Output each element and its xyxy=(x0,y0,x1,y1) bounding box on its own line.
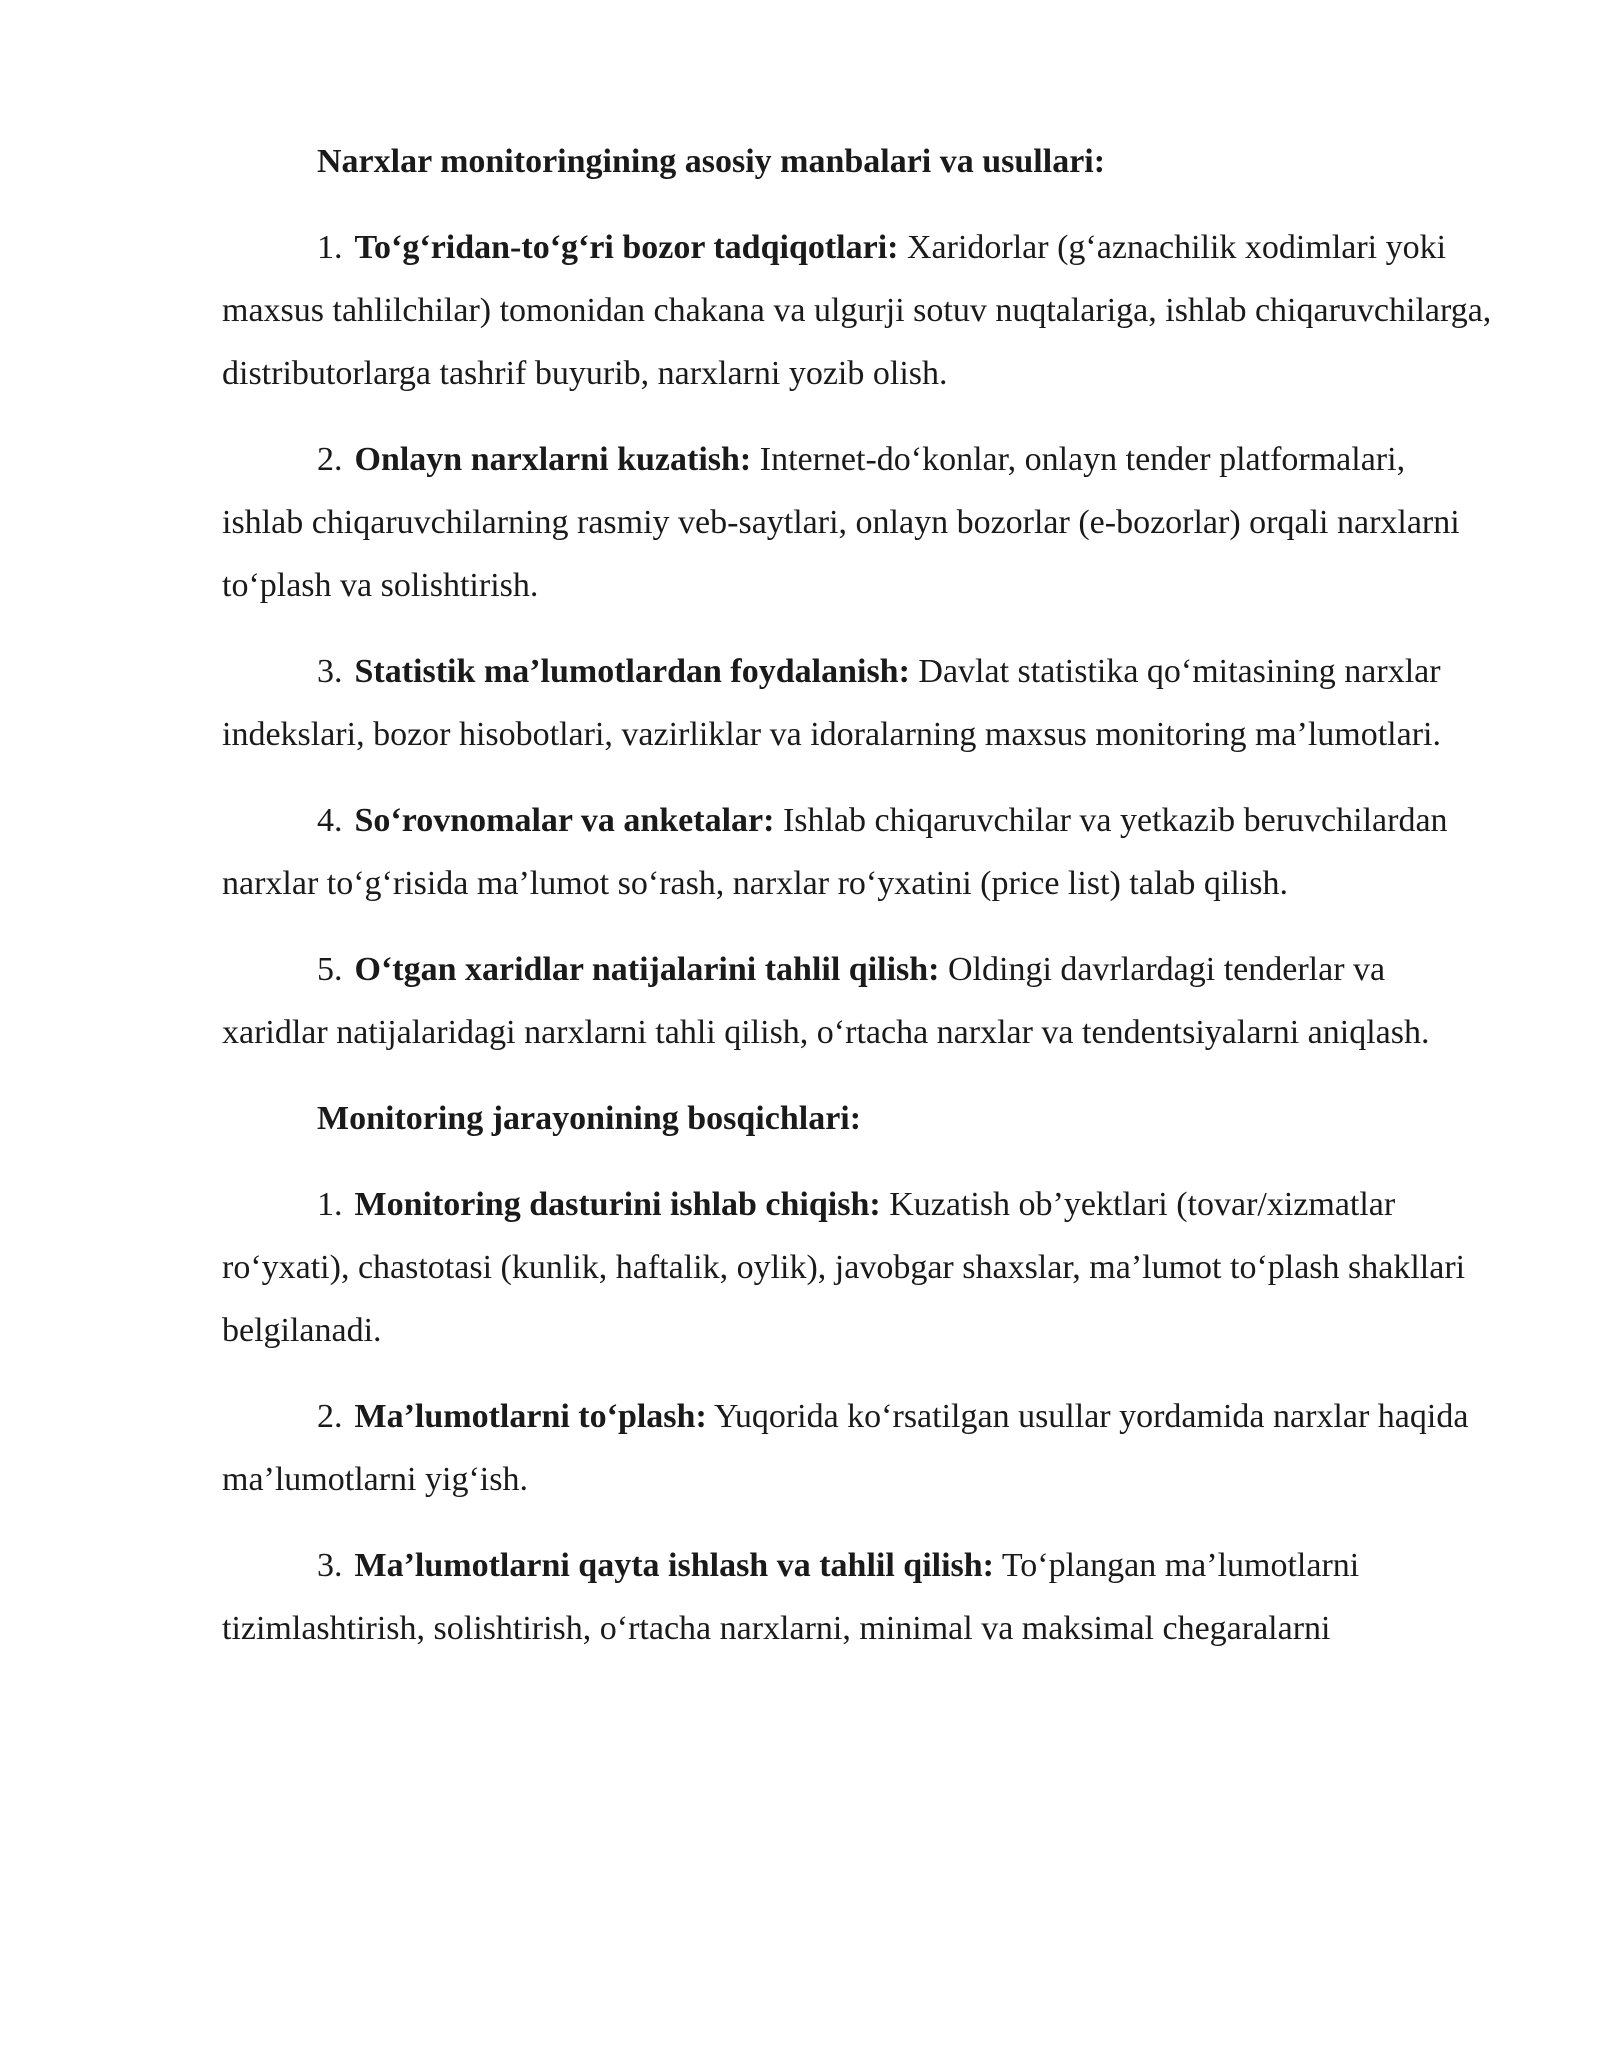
item-text: Xaridorlar (g‘aznachilik xodimlari yoki maxsus tahlilchilar) tomonidan chakana va ulgurji sotuv nuqtalariga, ishlab chiqaruvchilarga, distributorlarga tashrif buyurib, narxlarni yozib olish. xyxy=(222,229,1492,392)
item-label: Monitoring dasturini ishlab chiqish: xyxy=(354,1186,881,1223)
list-item xyxy=(222,1385,1492,1511)
item-label: Ma’lumotlarni to‘plash: xyxy=(354,1398,707,1435)
item-number: 1. xyxy=(317,1186,343,1223)
item-number: 2. xyxy=(317,441,343,478)
item-text: Internet-do‘konlar, onlayn tender platformalari, ishlab chiqaruvchilarning rasmiy veb-saytlari, onlayn bozorlar (e-bozorlar) orqali narxlarni to‘plash va solishtirish. xyxy=(222,441,1460,604)
item-text: Kuzatish ob’yektlari (tovar/xizmatlar ro‘yxati), chastotasi (kunlik, haftalik, oylik), javobgar shaxslar, ma’lumot to‘plash shakllari belgilanadi. xyxy=(222,1186,1466,1349)
item-number: 3. xyxy=(317,653,343,690)
list-item xyxy=(222,640,1492,766)
list-item xyxy=(222,938,1492,1064)
item-label: So‘rovnomalar va anketalar: xyxy=(354,802,775,839)
list-item xyxy=(222,1534,1492,1660)
section-heading-sources: Narxlar monitoringining asosiy manbalari va usullari: xyxy=(317,143,1106,180)
item-number: 5. xyxy=(317,951,343,988)
list-item xyxy=(222,216,1492,405)
item-number: 4. xyxy=(317,802,343,839)
item-text: Davlat statistika qo‘mitasining narxlar indekslari, bozor hisobotlari, vazirliklar va idoralarning maxsus monitoring ma’lumotlari. xyxy=(222,653,1441,753)
document-page xyxy=(222,130,1492,1683)
item-text: Oldingi davrlardagi tenderlar va xaridlar natijalaridagi narxlarni tahli qilish, o‘rtacha narxlar va tendentsiyalarni aniqlash. xyxy=(222,951,1430,1051)
item-number: 3. xyxy=(317,1547,343,1584)
item-label: Ma’lumotlarni qayta ishlash va tahlil qilish: xyxy=(354,1547,994,1584)
item-text: Ishlab chiqaruvchilar va yetkazib beruvchilardan narxlar to‘g‘risida ma’lumot so‘rash, narxlar ro‘yxatini (price list) talab qilish. xyxy=(222,802,1448,902)
list-item xyxy=(222,789,1492,915)
item-text: Yuqorida ko‘rsatilgan usullar yordamida narxlar haqida ma’lumotlarni yig‘ish. xyxy=(222,1398,1469,1498)
list-item xyxy=(222,428,1492,617)
item-label: Onlayn narxlarni kuzatish: xyxy=(354,441,752,478)
item-label: O‘tgan xaridlar natijalarini tahlil qilish: xyxy=(354,951,940,988)
item-label: Statistik ma’lumotlardan foydalanish: xyxy=(354,653,910,690)
section-heading-stages: Monitoring jarayonining bosqichlari: xyxy=(317,1100,862,1137)
item-text: To‘plangan ma’lumotlarni tizimlashtirish, solishtirish, o‘rtacha narxlarni, minimal va maksimal chegaralarni xyxy=(222,1547,1360,1647)
item-label: To‘g‘ridan-to‘g‘ri bozor tadqiqotlari: xyxy=(354,229,899,266)
list-item xyxy=(222,1173,1492,1362)
item-number: 2. xyxy=(317,1398,343,1435)
item-number: 1. xyxy=(317,229,343,266)
